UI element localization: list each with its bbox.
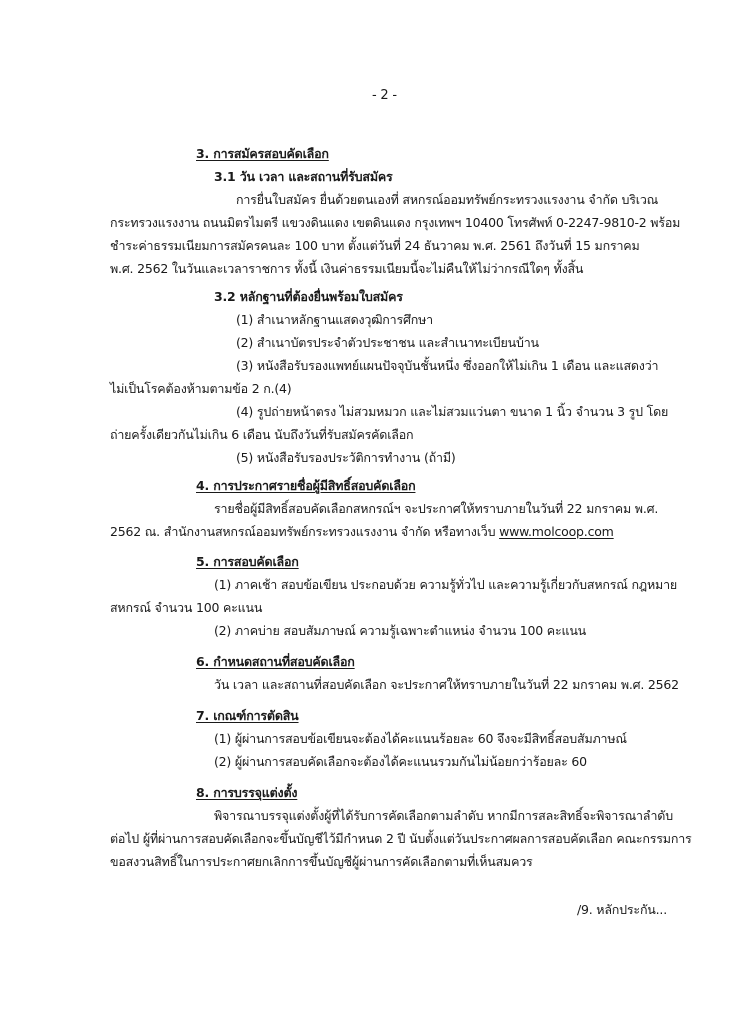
paragraph-line (110, 524, 614, 540)
document-item: (4) รูปถ่ายหน้าตรง ไม่สวมหมวก และไม่สวมแว่นตา ขนาด 1 นิ้ว จำนวน 3 รูป โดย (236, 404, 669, 419)
section-3-1-heading: 3.1 วัน เวลา และสถานที่รับสมัคร (214, 169, 393, 184)
exam-item: (2) ภาคบ่าย สอบสัมภาษณ์ ความรู้เฉพาะตำแหน่ง จำนวน 100 คะแนน (214, 623, 587, 638)
section-4-heading: 4. การประกาศรายชื่อผู้มีสิทธิ์สอบคัดเลือก (196, 478, 416, 493)
paragraph-line: พิจารณาบรรจุแต่งตั้งผู้ที่ได้รับการคัดเลือกตามลำดับ หากมีการสละสิทธิ์จะพิจารณาลำดับ (214, 808, 673, 823)
paragraph-line: พ.ศ. 2562 ในวันและเวลาราชการ ทั้งนี้ เงินค่าธรรมเนียมนี้จะไม่คืนให้ไม่ว่ากรณีใดๆ ทั้งสิ้น (110, 261, 584, 276)
document-item: (3) หนังสือรับรองแพทย์แผนปัจจุบันชั้นหนึ่ง ซึ่งออกให้ไม่เกิน 1 เดือน และแสดงว่า (236, 358, 659, 373)
document-item: (5) หนังสือรับรองประวัติการทำงาน (ถ้ามี) (236, 450, 456, 465)
paragraph-text: 2562 ณ. สำนักงานสหกรณ์ออมทรัพย์กระทรวงแรงงาน จำกัด หรือทางเว็บ (110, 524, 500, 539)
criteria-item: (1) ผู้ผ่านการสอบข้อเขียนจะต้องได้คะแนนร้อยละ 60 จึงจะมีสิทธิ์สอบสัมภาษณ์ (214, 731, 627, 746)
document-item: (1) สำเนาหลักฐานแสดงวุฒิการศึกษา (236, 312, 433, 327)
paragraph-line: ต่อไป ผู้ที่ผ่านการสอบคัดเลือกจะขึ้นบัญชีไว้มีกำหนด 2 ปี นับตั้งแต่วันประกาศผลการสอบคัดเลือก คณะกรรมการ (110, 831, 692, 846)
paragraph-line: วัน เวลา และสถานที่สอบคัดเลือก จะประกาศให้ทราบภายในวันที่ 22 มกราคม พ.ศ. 2562 (214, 677, 679, 692)
exam-item-continued: สหกรณ์ จำนวน 100 คะแนน (110, 600, 263, 615)
exam-item: (1) ภาคเช้า สอบข้อเขียน ประกอบด้วย ความรู้ทั่วไป และความรู้เกี่ยวกับสหกรณ์ กฎหมาย (214, 577, 678, 592)
continuation-note: /9. หลักประกัน... (577, 902, 667, 917)
paragraph-line: การยื่นใบสมัคร ยื่นด้วยตนเองที่ สหกรณ์ออมทรัพย์กระทรวงแรงงาน จำกัด บริเวณ (236, 192, 659, 207)
section-8-heading: 8. การบรรจุแต่งตั้ง (196, 785, 298, 800)
paragraph-line: กระทรวงแรงงาน ถนนมิตรไมตรี แขวงดินแดง เขตดินแดง กรุงเทพฯ 10400 โทรศัพท์ 0-2247-9810-2 พร้อม (110, 215, 681, 230)
section-3-heading: 3. การสมัครสอบคัดเลือก (196, 146, 329, 161)
website-link[interactable]: www.molcoop.com (499, 524, 614, 539)
document-item-continued: ไม่เป็นโรคต้องห้ามตามข้อ 2 ก.(4) (110, 381, 292, 396)
paragraph-line: รายชื่อผู้มีสิทธิ์สอบคัดเลือกสหกรณ์ฯ จะประกาศให้ทราบภายในวันที่ 22 มกราคม พ.ศ. (214, 501, 659, 516)
paragraph-line: ชำระค่าธรรมเนียมการสมัครคนละ 100 บาท ตั้งแต่วันที่ 24 ธันวาคม พ.ศ. 2561 ถึงวันที่ 15 มกราคม (110, 238, 640, 253)
section-3-2-heading: 3.2 หลักฐานที่ต้องยื่นพร้อมใบสมัคร (214, 289, 403, 304)
paragraph-line: ขอสงวนสิทธิ์ในการประกาศยกเลิกการขึ้นบัญชีผู้ผ่านการคัดเลือกตามที่เห็นสมควร (110, 854, 533, 869)
criteria-item: (2) ผู้ผ่านการสอบคัดเลือกจะต้องได้คะแนนรวมกันไม่น้อยกว่าร้อยละ 60 (214, 754, 587, 769)
section-7-heading: 7. เกณฑ์การตัดสิน (196, 708, 299, 723)
page-number: - 2 - (372, 88, 397, 103)
document-item: (2) สำเนาบัตรประจำตัวประชาชน และสำเนาทะเบียนบ้าน (236, 335, 539, 350)
section-6-heading: 6. กำหนดสถานที่สอบคัดเลือก (196, 654, 355, 669)
section-5-heading: 5. การสอบคัดเลือก (196, 554, 299, 569)
document-item-continued: ถ่ายครั้งเดียวกันไม่เกิน 6 เดือน นับถึงวันที่รับสมัครคัดเลือก (110, 427, 414, 442)
